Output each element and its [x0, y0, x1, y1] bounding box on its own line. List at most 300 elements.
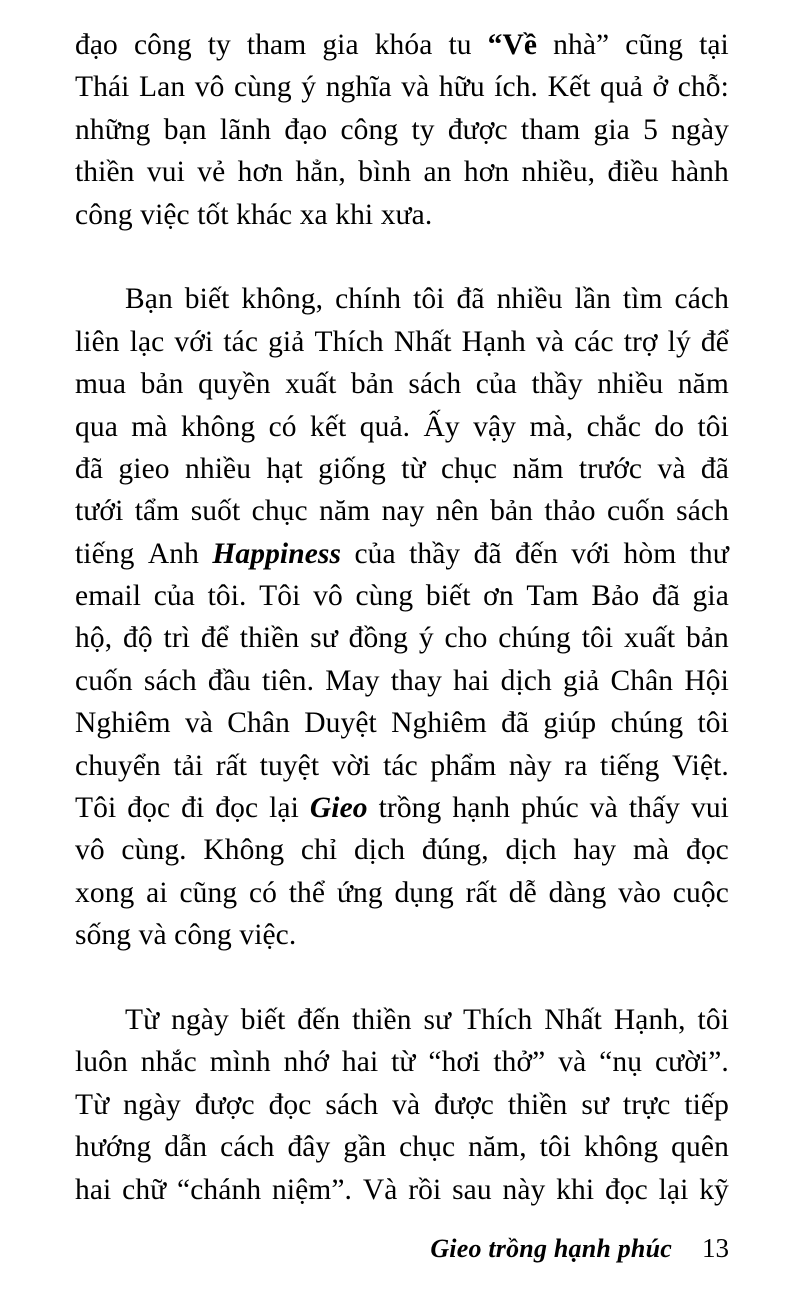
word: của: [153, 580, 195, 613]
text-run: liên: [75, 325, 120, 358]
word: tẩm: [134, 495, 180, 528]
word: tu: [448, 29, 472, 61]
word: [310, 787, 368, 829]
word: đọc: [215, 792, 259, 825]
word: và: [184, 707, 213, 740]
word: tác: [383, 749, 418, 782]
word: Nghiêm: [391, 707, 487, 740]
word: giống: [318, 452, 386, 485]
text-run: những: [75, 113, 151, 146]
word: thiền: [239, 622, 300, 655]
word: đến: [297, 1003, 341, 1036]
word: [75, 1126, 151, 1168]
word: bản: [350, 368, 394, 401]
text-line: [75, 109, 729, 151]
word: đọc: [127, 792, 171, 825]
word: [75, 490, 123, 532]
word: lãnh: [219, 113, 272, 146]
word: trồng: [378, 792, 442, 825]
word: kết: [310, 410, 347, 443]
text-line: [75, 363, 729, 405]
word: Việt.: [672, 749, 729, 782]
word: 5: [643, 113, 658, 146]
word: tôi: [539, 1131, 572, 1164]
text-run: hướng: [75, 1131, 152, 1164]
word: trước: [578, 452, 643, 485]
text-line: [75, 533, 729, 575]
word: nghĩa: [325, 71, 392, 104]
word: của: [475, 368, 517, 401]
text-run: sống và công việc.: [75, 919, 297, 952]
word: đọc: [268, 1088, 312, 1121]
word: hơn: [463, 156, 510, 189]
word: “hơi: [428, 1046, 481, 1079]
word: với: [174, 325, 214, 358]
word: tôi: [697, 707, 729, 740]
text-line: [75, 617, 729, 659]
word: cùng.: [121, 834, 187, 867]
word: để: [700, 325, 729, 358]
word: biết: [184, 283, 230, 316]
word: được: [194, 1088, 255, 1121]
word: sách: [325, 1088, 379, 1121]
word: này: [502, 1173, 546, 1206]
word: hữu: [438, 71, 485, 104]
text-run: Thái: [75, 71, 130, 104]
text-line: [75, 829, 729, 871]
word: được: [434, 1088, 494, 1121]
word: Nhất: [393, 325, 452, 358]
word: [75, 533, 135, 575]
word: ty: [411, 113, 435, 146]
word: bản: [686, 622, 729, 655]
word: [75, 745, 161, 787]
word: ngày: [123, 1088, 181, 1121]
word: độ: [123, 622, 153, 655]
word: nhiều,: [521, 156, 596, 189]
word: xuất: [623, 622, 676, 655]
word: thiền: [352, 1003, 412, 1036]
word: biết: [425, 580, 471, 613]
text-run: Nghiêm: [75, 707, 171, 740]
word: [75, 363, 126, 405]
word: đúng,: [421, 834, 489, 867]
word: tham: [246, 29, 307, 61]
word: tác: [223, 325, 259, 358]
word: [212, 533, 341, 575]
word: và: [589, 792, 618, 825]
word: tham: [520, 113, 581, 146]
word: đến: [515, 537, 558, 570]
word: được: [447, 113, 508, 146]
word: nay: [381, 495, 425, 528]
word: chục: [251, 495, 308, 528]
word: Không: [203, 834, 285, 867]
text-line: [75, 406, 729, 448]
text-line: [75, 999, 729, 1041]
title-emphasis: Gieo: [309, 792, 368, 825]
bold-text: “Về: [487, 29, 538, 61]
word: [75, 660, 133, 702]
word: dẫn: [164, 1131, 208, 1164]
text-run: Tôi: [75, 792, 117, 825]
word: vui: [690, 792, 729, 825]
text-line: [75, 1084, 729, 1126]
word: sách: [676, 495, 729, 528]
word: và: [657, 452, 686, 485]
word: nhớ: [283, 1046, 330, 1079]
word: gia: [692, 580, 729, 613]
word: thể: [288, 876, 326, 909]
word: [75, 1169, 111, 1211]
word: lần: [574, 283, 611, 316]
word: do: [654, 410, 685, 443]
word: kỹ: [699, 1173, 729, 1206]
word: gần: [343, 1131, 387, 1164]
word: ngày: [171, 1003, 229, 1036]
word: sách: [408, 368, 462, 401]
word: Nhất: [544, 1003, 602, 1036]
word: nên: [435, 495, 479, 528]
word: bình: [358, 156, 412, 189]
word: hơn: [237, 156, 284, 189]
word: bạn: [163, 113, 207, 146]
word: đã: [700, 452, 729, 485]
word: công: [340, 113, 399, 146]
word: sau: [452, 1173, 492, 1206]
word: tôi.: [207, 580, 247, 613]
word: chục: [440, 452, 498, 485]
word: biết: [240, 1003, 286, 1036]
word: quả.: [359, 410, 411, 443]
word: mình: [209, 1046, 271, 1079]
word: có: [268, 410, 297, 443]
word: [75, 787, 116, 829]
text-line: [75, 66, 729, 108]
word: lạc: [129, 325, 165, 358]
word: cùng: [355, 580, 414, 613]
word: để: [200, 622, 229, 655]
word: [125, 278, 173, 320]
word: ứng: [336, 876, 383, 909]
word: cũng: [179, 876, 238, 909]
word: “nụ: [599, 1046, 643, 1079]
word: nhà”: [553, 29, 610, 61]
word: bản: [140, 368, 184, 401]
word: tìm: [622, 283, 663, 316]
word: gia: [593, 113, 630, 146]
word: không: [584, 1131, 659, 1164]
word: khi: [556, 1173, 595, 1206]
word: vô: [194, 71, 225, 104]
word: ý: [418, 622, 434, 655]
word: hẳn,: [295, 156, 346, 189]
word: có: [248, 876, 277, 909]
text-run: công việc tốt khác xa khi xưa.: [75, 198, 433, 231]
word: của: [354, 537, 396, 570]
word: sư: [581, 1088, 609, 1121]
word: không: [180, 410, 256, 443]
page-body-text: [75, 24, 729, 1211]
word: lại: [658, 1173, 689, 1206]
word: thư: [689, 537, 729, 570]
word: các: [574, 325, 614, 358]
word: Bảo: [591, 580, 640, 613]
word: [75, 617, 112, 659]
word: dụng: [394, 876, 454, 909]
word: chính: [335, 283, 402, 316]
word: hai: [453, 664, 490, 697]
word: vậy: [473, 410, 517, 443]
word: với: [571, 537, 611, 570]
text-line: [75, 24, 729, 66]
word: thảo: [544, 495, 596, 528]
word: chắc: [586, 410, 642, 443]
word: dịch: [505, 834, 557, 867]
word: tôi: [581, 622, 614, 655]
word: [75, 1041, 128, 1083]
word: trợ: [623, 325, 658, 358]
word: chỉ: [300, 834, 338, 867]
text-run: đạo: [75, 29, 118, 61]
text-line: [75, 1169, 729, 1211]
text-run: vô: [75, 834, 105, 867]
word: không,: [241, 283, 324, 316]
word: giả: [562, 664, 600, 697]
text-run: xong: [75, 876, 135, 909]
word: đạo: [284, 113, 328, 146]
word: đi: [181, 792, 205, 825]
word: đã: [456, 283, 485, 316]
word: đọc: [685, 834, 729, 867]
word: [125, 999, 159, 1041]
word: sư: [310, 622, 338, 655]
word: dịch: [500, 664, 552, 697]
word: ai: [146, 876, 168, 909]
text-line: [75, 1126, 729, 1168]
word: cười”.: [654, 1046, 729, 1079]
word: dịch: [353, 834, 406, 867]
text-run: tưới: [75, 495, 124, 528]
word: Hạnh,: [613, 1003, 686, 1036]
word: tôi: [413, 283, 445, 316]
word: gia: [322, 29, 359, 61]
word: hạt: [266, 452, 303, 485]
word: “chánh: [177, 1173, 262, 1206]
word: bản: [490, 495, 534, 528]
word: chục: [399, 1131, 456, 1164]
paragraph-gap: [75, 957, 729, 999]
text-line: [75, 914, 729, 956]
word: đã: [651, 580, 680, 613]
word: hòm: [623, 537, 677, 570]
word: quên: [671, 1131, 729, 1164]
word: [75, 448, 103, 490]
word: năm,: [468, 1131, 527, 1164]
word: ý: [301, 71, 317, 104]
word: rất: [215, 749, 248, 782]
word: [75, 151, 135, 193]
word: phúc: [521, 792, 579, 825]
word: lý: [667, 325, 691, 358]
word: từ: [401, 452, 426, 485]
word: sư: [423, 1003, 452, 1036]
word: từ: [391, 1046, 416, 1079]
word: ở: [652, 71, 669, 104]
word: cách: [220, 1131, 275, 1164]
word: [75, 406, 118, 448]
word: nhiều: [185, 452, 252, 485]
word: tải: [173, 749, 204, 782]
word: tại: [699, 29, 729, 61]
text-run: qua: [75, 410, 118, 443]
word: mà,: [529, 410, 574, 443]
text-run: Từ: [75, 1088, 110, 1121]
text-run: tiếng: [75, 537, 135, 570]
text-run: chuyển: [75, 749, 161, 782]
word: rồi: [408, 1173, 442, 1206]
word: khóa: [374, 29, 433, 61]
word: Hạnh: [461, 325, 526, 358]
word: cho: [444, 622, 488, 655]
word: cách: [674, 283, 729, 316]
text-line: [75, 321, 729, 363]
text-line: [75, 745, 729, 787]
word: giúp: [543, 707, 597, 740]
page-footer: [75, 1233, 729, 1264]
word: Thích: [463, 1003, 533, 1036]
word: đầu: [207, 664, 251, 697]
word: đã: [473, 537, 502, 570]
word: xuất: [285, 368, 337, 401]
word: [75, 24, 118, 66]
word: điều: [607, 156, 659, 189]
word: [75, 109, 151, 151]
word: Hội: [684, 664, 729, 697]
word: Tôi: [259, 580, 301, 613]
word: Ấy: [423, 410, 460, 443]
text-run: hai: [75, 1173, 112, 1206]
word: phẩm: [430, 749, 497, 782]
word: tôi: [697, 1003, 729, 1036]
word: nhiều: [597, 368, 664, 401]
text-run: hộ,: [75, 622, 113, 655]
word: đồng: [348, 622, 409, 655]
word: an: [423, 156, 452, 189]
word: vào: [618, 876, 662, 909]
word: nhắc: [140, 1046, 197, 1079]
word: dễ: [508, 876, 537, 909]
word: May: [325, 664, 380, 697]
text-line: [75, 872, 729, 914]
word: [75, 1084, 109, 1126]
word: ngày: [671, 113, 729, 146]
text-line: [75, 448, 729, 490]
word: tiên.: [261, 664, 315, 697]
word: tiếp: [684, 1088, 729, 1121]
word: cuộc: [672, 876, 729, 909]
word: vui: [146, 156, 185, 189]
word: Chân: [227, 707, 290, 740]
word: Chân: [610, 664, 674, 697]
word: [75, 321, 120, 363]
word: thầy: [531, 368, 583, 401]
text-run: thiền: [75, 156, 135, 189]
running-title: Gieo trồng hạnh phúc: [430, 1234, 672, 1263]
text-line: [75, 575, 729, 617]
text-line: [75, 1041, 729, 1083]
word: công: [133, 29, 192, 61]
word: hay: [573, 834, 617, 867]
word: vô: [313, 580, 343, 613]
word: thầy: [409, 537, 461, 570]
word: [75, 66, 129, 108]
word: trì: [163, 622, 191, 655]
text-line: [75, 278, 729, 320]
word: này: [508, 749, 552, 782]
word: Thích: [314, 325, 384, 358]
word: quả: [600, 71, 643, 104]
word: suốt: [190, 495, 241, 528]
word: Anh: [147, 537, 199, 570]
title-emphasis: Happiness: [212, 537, 342, 570]
word: thiền: [507, 1088, 568, 1121]
word: và: [535, 325, 565, 358]
word: [75, 829, 105, 871]
word: Lan: [139, 71, 186, 104]
word: giả: [268, 325, 305, 358]
word: dàng: [548, 876, 607, 909]
text-line: [75, 151, 729, 193]
text-line: [75, 702, 729, 744]
word: hành: [671, 156, 729, 189]
word: thay: [390, 664, 442, 697]
word: trực: [622, 1088, 671, 1121]
word: cuốn: [607, 495, 665, 528]
word: vẻ: [197, 156, 226, 189]
word: đọc: [604, 1173, 648, 1206]
word: rất: [465, 876, 498, 909]
word: ty: [207, 29, 231, 61]
page-number: 13: [702, 1233, 729, 1263]
word: và: [392, 1088, 421, 1121]
word: cùng: [233, 71, 292, 104]
word: Duyệt: [304, 707, 377, 740]
word: sách: [143, 664, 197, 697]
word: ơn: [483, 580, 514, 613]
word: chúng: [610, 707, 684, 740]
word: lại: [269, 792, 299, 825]
word: chúng: [498, 622, 571, 655]
word: năm: [319, 495, 371, 528]
word: cũng: [625, 29, 684, 61]
word: Tam: [526, 580, 579, 613]
text-line: [75, 787, 729, 829]
word: gieo: [118, 452, 170, 485]
word: thở”: [493, 1046, 546, 1079]
paragraph-gap: [75, 236, 729, 278]
word: mà: [633, 834, 670, 867]
word: tiếng: [599, 749, 660, 782]
word: [75, 575, 141, 617]
text-run: Từ: [125, 1003, 160, 1036]
word: quyền: [198, 368, 271, 401]
word: Và: [362, 1173, 398, 1206]
word: Kết: [547, 71, 591, 104]
text-line: [75, 660, 729, 702]
text-line: [75, 194, 729, 236]
text-run: Bạn: [125, 283, 173, 316]
